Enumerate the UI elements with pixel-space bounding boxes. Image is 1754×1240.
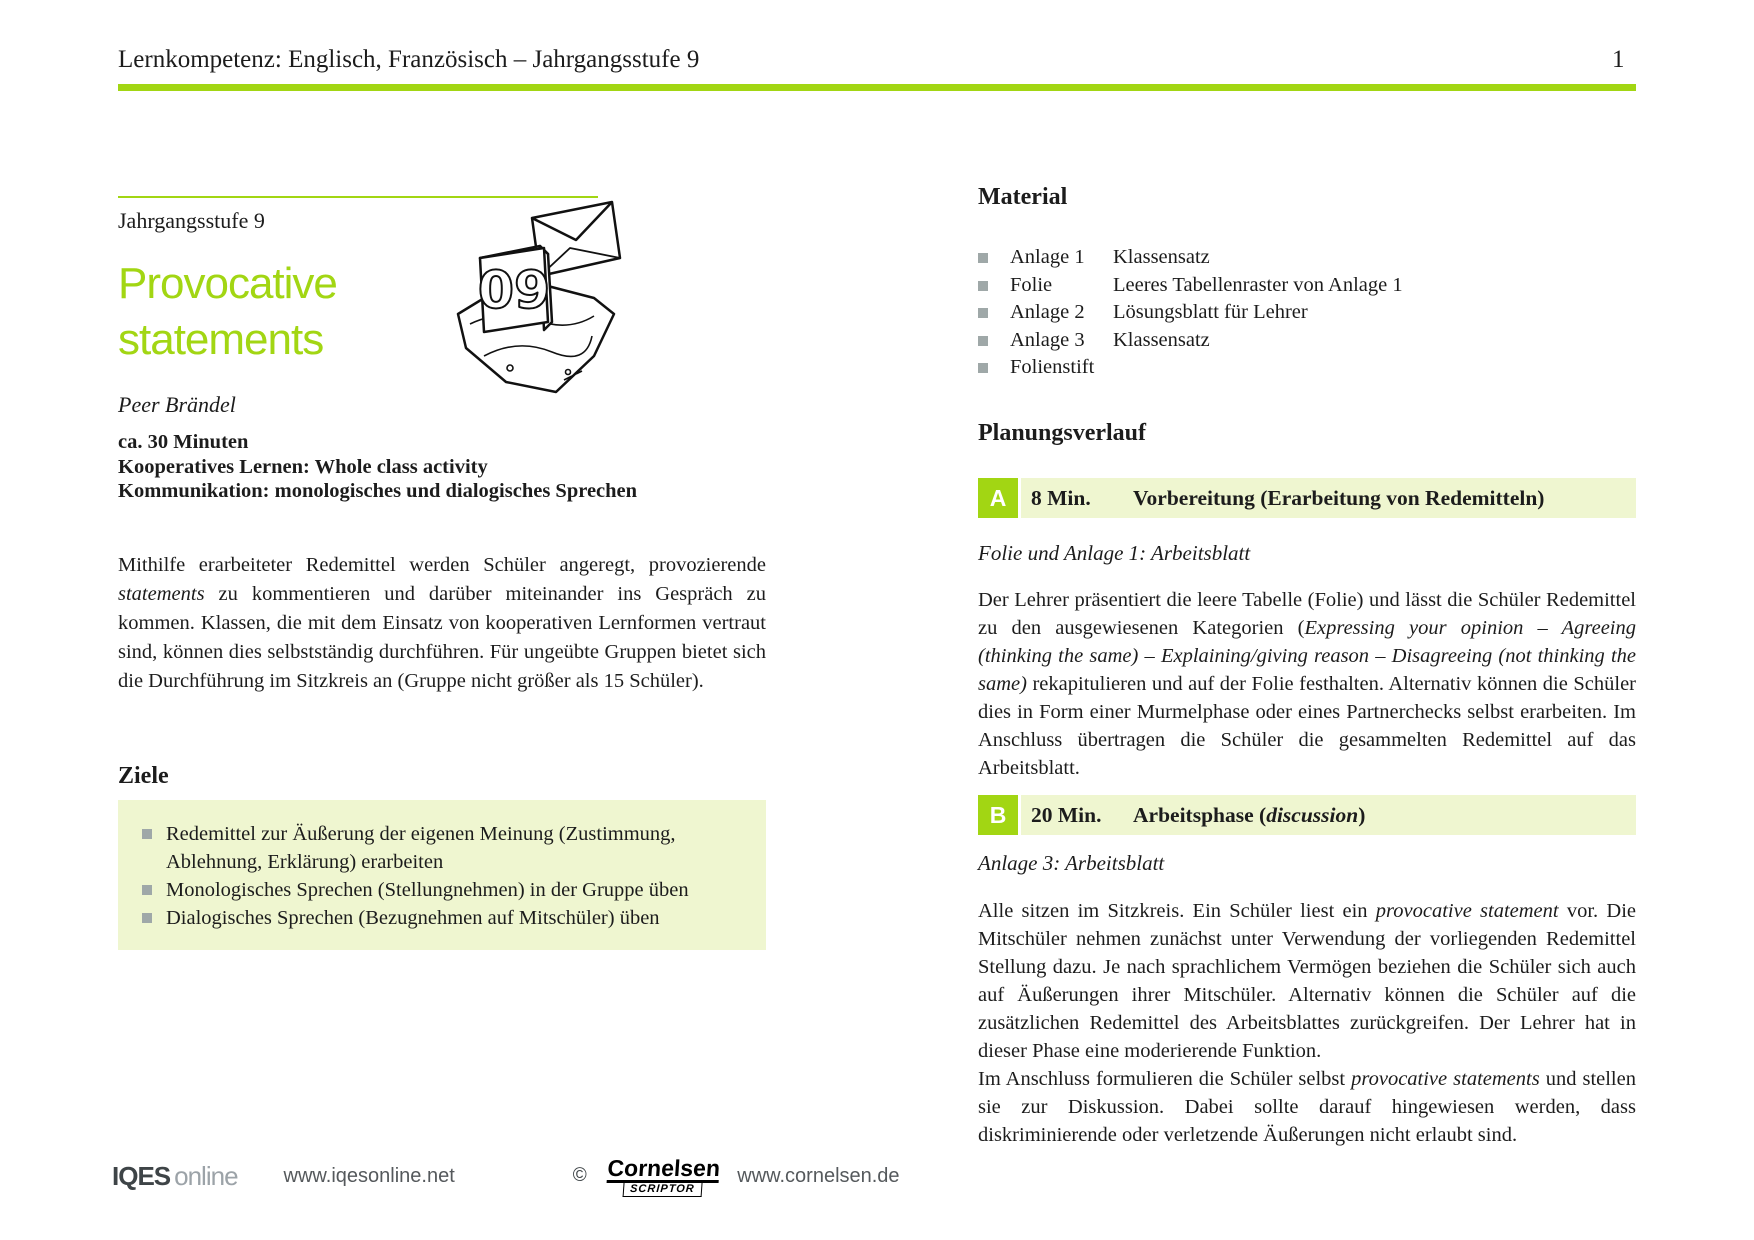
material-desc: Klassensatz (1113, 246, 1210, 268)
phase-a-bar (1021, 478, 1636, 518)
material-item (978, 354, 1636, 382)
cube-number-text: 09 (477, 261, 551, 321)
phase-b-paragraph-2: Im Anschluss formulieren die Schüler selbst provocative statements und stellen sie zur Diskussion. Dabei sollte darauf hingewiesen werden, dass diskriminierende oder verletzende Äußerungen nicht erlaubt sind. (978, 1068, 1636, 1146)
phase-a-body (978, 586, 1636, 782)
page-number: 1 (1612, 46, 1625, 73)
cornelsen-url: www.cornelsen.de (737, 1164, 900, 1187)
ziele-item-text: Monologisches Sprechen (Stellungnehmen) in der Gruppe üben (166, 879, 689, 901)
material-desc: Lösungsblatt für Lehrer (1113, 301, 1308, 323)
square-bullet-icon (142, 885, 152, 895)
square-bullet-icon (978, 363, 988, 373)
square-bullet-icon (142, 913, 152, 923)
cube-envelope-map-illustration (444, 196, 624, 411)
phase-b-duration: 20 Min. (1031, 802, 1102, 827)
document-title-line2: statements (118, 315, 324, 364)
meta-duration: ca. 30 Minuten (118, 431, 249, 453)
phase-a-badge: A (978, 478, 1018, 518)
material-item (978, 272, 1636, 300)
phase-a-subtitle: Folie und Anlage 1: Arbeitsblatt (978, 541, 1251, 565)
material-list (978, 244, 1636, 382)
meta-communication: Kommunikation: monologisches und dialogisches Sprechen (118, 480, 638, 502)
material-term: Anlage 3 (1010, 328, 1085, 351)
phase-b-banner (978, 795, 1636, 835)
activity-meta (118, 430, 766, 504)
phase-b-badge: B (978, 795, 1018, 835)
material-term: Anlage 2 (1010, 301, 1085, 323)
ziele-item (136, 820, 748, 876)
ziele-item (136, 876, 748, 904)
square-bullet-icon (978, 281, 988, 291)
material-desc: Leeres Tabellenraster von Anlage 1 (1113, 273, 1403, 296)
meta-cooperative-learning: Kooperatives Lernen: Whole class activity (118, 455, 488, 478)
square-bullet-icon (978, 336, 988, 346)
copyright-symbol: © (572, 1165, 587, 1186)
document-title-line1: Provocative (118, 259, 337, 308)
material-desc: Klassensatz (1113, 328, 1210, 351)
material-heading: Material (978, 184, 1068, 210)
phase-a-duration: 8 Min. (1031, 485, 1091, 510)
square-bullet-icon (978, 308, 988, 318)
planungsverlauf-heading: Planungsverlauf (978, 420, 1147, 446)
cornelsen-logo-scriptor: SCRIPTOR (622, 1183, 702, 1197)
material-term: Folienstift (1010, 356, 1095, 378)
page-footer (112, 1156, 1652, 1196)
phase-b-body (978, 897, 1636, 1149)
iqes-url: www.iqesonline.net (283, 1164, 455, 1187)
ziele-heading: Ziele (118, 763, 169, 789)
iqes-logo: IQES (112, 1160, 171, 1191)
square-bullet-icon (978, 253, 988, 263)
ziele-item-text: Redemittel zur Äußerung der eigenen Meinung (Zustimmung, Ablehnung, Erklärung) erarbeiten (166, 823, 676, 873)
page-header-title: Lernkompetenz: Englisch, Französisch – Jahrgangsstufe 9 (118, 46, 700, 73)
phase-b-subtitle: Anlage 3: Arbeitsblatt (978, 851, 1165, 875)
material-term: Folie (1010, 273, 1053, 296)
cornelsen-logo-main: Cornelsen (606, 1154, 721, 1181)
phase-a-paragraph: Der Lehrer präsentiert die leere Tabelle (Folie) und lässt die Schüler Redemittel zu den ausgewiesenen Kategorien (Expressing your opinion – Agreeing (thinking the same) – Explaining/giving reason – Disagreeing (not thinking the same) rekapitulieren und auf der Folie festhalten. Alternativ können die Schüler dies in Form einer Murmelphase oder eines Partnerchecks selbst erarbeiten. Im Anschluss übertragen die Schüler die gesammelten Redemittel auf das Arbeitsblatt. (978, 589, 1636, 779)
phase-a-banner (978, 478, 1636, 518)
phase-b-paragraph-1: Alle sitzen im Sitzkreis. Ein Schüler liest ein provocative statement vor. Die Mitschüler nehmen zunächst unter Verwendung der vorliegenden Redemittel Stellung dazu. Je nach sprachlichem Vermögen beziehen die Schüler sich auch auf Äußerungen ihrer Mitschüler. Alternativ können die Schüler auf die zusätzlichen Redemittel des Arbeitsblattes zurückgreifen. Der Lehrer hat in dieser Phase eine moderierende Funktion. (978, 900, 1636, 1062)
ziele-box (118, 800, 766, 950)
phase-b-bar (1021, 795, 1636, 835)
author-name: Peer Brändel (118, 392, 236, 417)
iqes-logo-online: online (174, 1160, 238, 1191)
intro-paragraph: Mithilfe erarbeiteter Redemittel werden Schüler angeregt, provozierende statements zu kommentieren und darüber miteinander ins Gespräch zu kommen. Klassen, die mit dem Einsatz von kooperativen Lernformen vertraut sind, können dies selbstständig durchführen. Für ungeübte Gruppen bietet sich die Durchführung im Sitzkreis an (Gruppe nicht größer als 15 Schüler). (118, 554, 766, 692)
illustration-svg (444, 196, 624, 406)
material-item (978, 327, 1636, 355)
grade-level-kicker: Jahrgangsstufe 9 (118, 208, 265, 233)
ziele-item-text: Dialogisches Sprechen (Bezugnehmen auf Mitschüler) üben (166, 907, 660, 929)
phase-b-title: Arbeitsphase (discussion) (1133, 802, 1366, 827)
material-term: Anlage 1 (1010, 246, 1085, 268)
material-item (978, 299, 1636, 327)
phase-a-title: Vorbereitung (Erarbeitung von Redemitteln) (1133, 485, 1545, 510)
cornelsen-logo (605, 1156, 720, 1197)
header-rule (118, 84, 1636, 91)
material-item (978, 244, 1636, 272)
square-bullet-icon (142, 829, 152, 839)
ziele-item (136, 904, 748, 932)
